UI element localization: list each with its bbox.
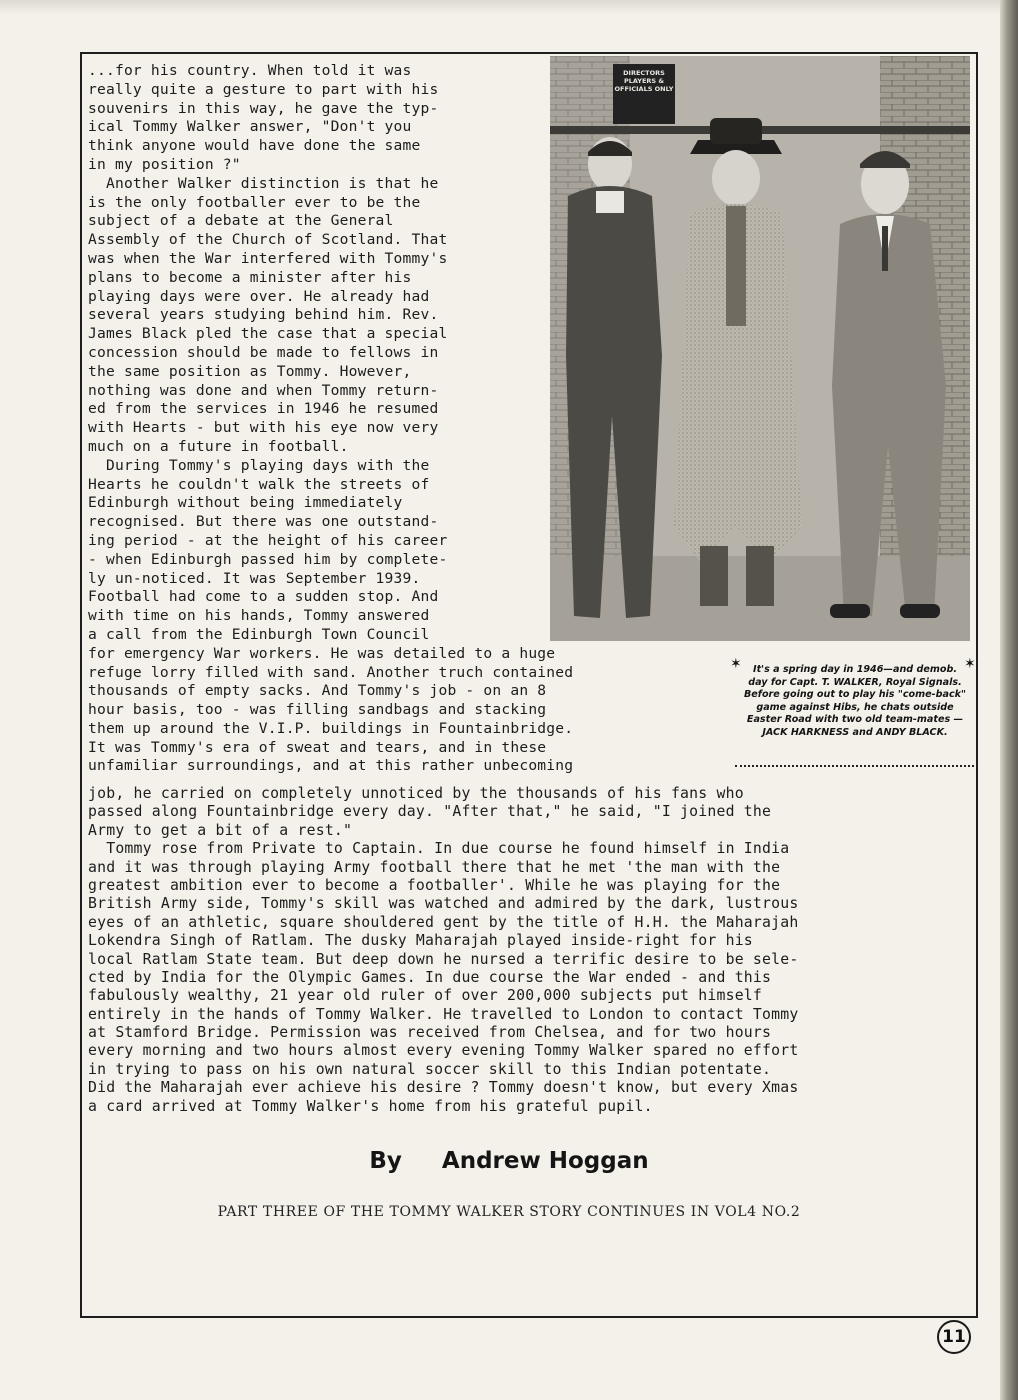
text-line: refuge lorry filled with sand. Another truch contained <box>88 663 574 681</box>
scan-edge-right <box>1000 0 1018 1400</box>
text-line: It was Tommy's era of sweat and tears, and in these <box>88 738 547 756</box>
text-line: think anyone would have done the same <box>88 137 421 155</box>
text-line: thousands of empty sacks. And Tommy's job - on an 8 <box>88 682 547 700</box>
text-line: unfamiliar surroundings, and at this rather unbecoming <box>88 757 574 775</box>
text-line: ...for his country. When told it was <box>88 62 412 79</box>
text-line: is the only footballer ever to be the <box>88 193 421 211</box>
text-line: Assembly of the Church of Scotland. That <box>88 231 448 249</box>
text-line: cted by India for the Olympic Games. In due course the War ended - and this <box>88 968 772 986</box>
text-line: every morning and two hours almost every evening Tommy Walker spared no effort <box>88 1042 799 1060</box>
text-line: subject of a debate at the General <box>88 212 394 230</box>
text-line: several years studying behind him. Rev. <box>88 306 439 324</box>
text-line: in trying to pass on his own natural soccer skill to this Indian potentate. <box>88 1060 772 1078</box>
text-line: ed from the services in 1946 he resumed <box>88 400 439 418</box>
text-line: - when Edinburgh passed him by complete- <box>88 550 448 568</box>
text-line: nothing was done and when Tommy return- <box>88 381 439 399</box>
star-icon: ✶ <box>730 656 742 672</box>
text-line: a call from the Edinburgh Town Council <box>88 625 430 643</box>
text-line: souvenirs in this way, he gave the typ- <box>88 99 439 117</box>
text-line: Tommy rose from Private to Captain. In due course he found himself in India <box>88 840 790 858</box>
text-line: for emergency War workers. He was detailed to a huge <box>88 644 556 662</box>
text-line: fabulously wealthy, 21 year old ruler of over 200,000 subjects put himself <box>88 987 763 1005</box>
photo <box>550 56 970 641</box>
text-line: really quite a gesture to part with his <box>88 80 439 98</box>
text-line: them up around the V.I.P. buildings in Fountainbridge. <box>88 719 574 737</box>
text-line: with time on his hands, Tommy answered <box>88 607 430 625</box>
text-line: Did the Maharajah ever achieve his desire ? Tommy doesn't know, but every Xmas <box>88 1079 799 1097</box>
text-line: Edinburgh without being immediately <box>88 494 403 512</box>
text-line: James Black pled the case that a special <box>88 325 448 343</box>
text-line: Another Walker distinction is that he <box>88 174 439 192</box>
text-line: Football had come to a sudden stop. And <box>88 588 439 606</box>
text-line: passed along Fountainbridge every day. "After that," he said, "I joined the <box>88 803 772 821</box>
text-line: eyes of an athletic, square shouldered gent by the title of H.H. the Maharajah <box>88 913 799 931</box>
page-number: 11 <box>937 1320 971 1354</box>
text-line: ical Tommy Walker answer, "Don't you <box>88 118 412 136</box>
photo-caption: It's a spring day in 1946—and demob. day for Capt. T. WALKER, Royal Signals. Before going out to play his "come-back" game against Hibs, he chats outside Easter Road with two old team-mates — JACK HARKNESS and ANDY BLACK. <box>743 664 967 738</box>
full-width-text <box>88 785 798 1116</box>
star-icon: ✶ <box>964 656 976 672</box>
text-line: in my position ?" <box>88 155 241 173</box>
text-line: at Stamford Bridge. Permission was received from Chelsea, and for two hours <box>88 1024 772 1042</box>
text-line: much on a future in football. <box>88 437 349 455</box>
text-line: ly un-noticed. It was September 1939. <box>88 569 421 587</box>
text-line: ing period - at the height of his career <box>88 531 448 549</box>
text-line: playing days were over. He already had <box>88 287 430 305</box>
continuation-note: PART THREE OF THE TOMMY WALKER STORY CONTINUES IN VOL4 NO.2 <box>217 1204 801 1220</box>
text-line: a card arrived at Tommy Walker's home from his grateful pupil. <box>88 1097 653 1115</box>
text-line: concession should be made to fellows in <box>88 343 439 361</box>
text-line: with Hearts - but with his eye now very <box>88 419 439 437</box>
text-line: Army to get a bit of a rest." <box>88 821 353 839</box>
text-line: Lokendra Singh of Ratlam. The dusky Maharajah played inside-right for his <box>88 932 753 950</box>
text-line: the same position as Tommy. However, <box>88 362 412 380</box>
byline <box>0 1148 1018 1174</box>
byline-author: Andrew Hoggan <box>441 1148 649 1174</box>
text-line: and it was through playing Army football there that he met 'the man with the <box>88 858 781 876</box>
text-line: greatest ambition ever to become a footballer'. While he was playing for the <box>88 876 781 894</box>
scan-edge-top <box>0 0 1018 14</box>
photo-sign: DIRECTORS PLAYERS & OFFICIALS ONLY <box>613 64 675 124</box>
text-line: recognised. But there was one outstand- <box>88 513 439 531</box>
byline-prefix: By <box>369 1148 402 1174</box>
text-line: British Army side, Tommy's skill was watched and admired by the dark, lustrous <box>88 895 799 913</box>
text-line: plans to become a minister after his <box>88 268 412 286</box>
text-line: hour basis, too - was filling sandbags and stacking <box>88 701 547 719</box>
text-line: local Ratlam State team. But deep down he nursed a terrific desire to be sele- <box>88 950 799 968</box>
text-line: job, he carried on completely unnoticed by the thousands of his fans who <box>88 785 744 802</box>
text-line: was when the War interfered with Tommy's <box>88 249 448 267</box>
text-line: Hearts he couldn't walk the streets of <box>88 475 430 493</box>
column-text <box>88 62 573 776</box>
photo-image <box>550 56 970 641</box>
text-line: During Tommy's playing days with the <box>88 456 430 474</box>
text-line: entirely in the hands of Tommy Walker. He travelled to London to contact Tommy <box>88 1005 799 1023</box>
